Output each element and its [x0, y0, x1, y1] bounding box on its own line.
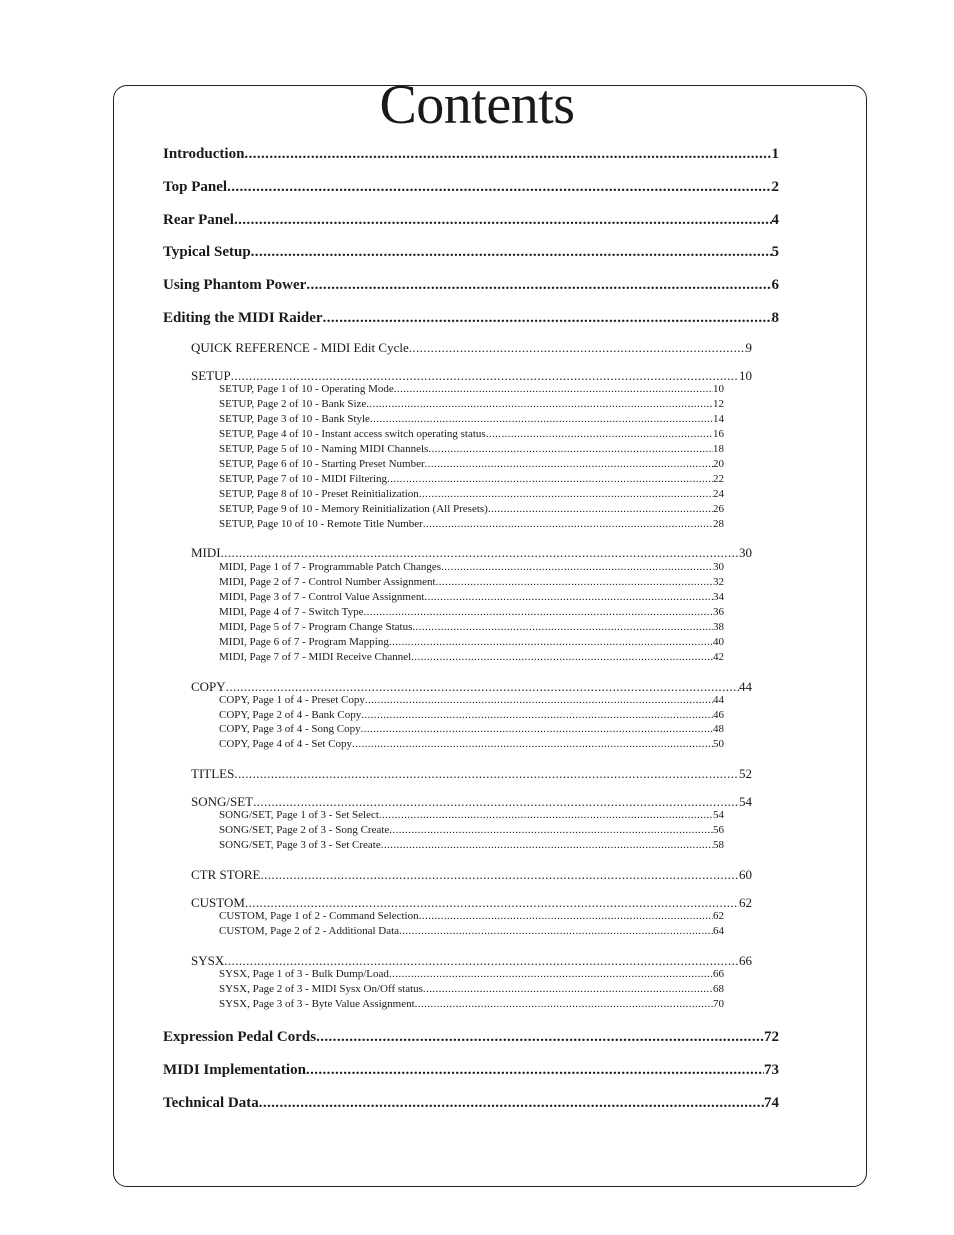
leader-dots: [363, 606, 713, 618]
toc-entry-title: CTR STORE: [191, 867, 261, 882]
leader-dots: [412, 621, 713, 633]
toc-entry[interactable]: [219, 428, 724, 442]
leader-dots: [244, 146, 771, 163]
toc-entry-title: CUSTOM: [191, 895, 245, 910]
toc-entry-page: 58: [713, 839, 724, 851]
toc-entry-page: 44: [713, 694, 724, 706]
toc-entry-page: 62: [713, 910, 724, 922]
toc-entry[interactable]: [219, 709, 724, 723]
toc-entry-page: 4: [771, 212, 779, 228]
toc-entry-title: SETUP, Page 6 of 10 - Starting Preset Number: [219, 458, 425, 470]
toc-entry-title: COPY, Page 3 of 4 - Song Copy: [219, 723, 361, 735]
toc-entry-title: SONG/SET, Page 1 of 3 - Set Select: [219, 809, 379, 821]
toc-entry[interactable]: [219, 983, 724, 997]
toc-entry-title: MIDI, Page 1 of 7 - Programmable Patch Changes: [219, 561, 442, 573]
toc-entry-title: CUSTOM, Page 2 of 2 - Additional Data: [219, 925, 400, 937]
leader-dots: [419, 910, 713, 922]
toc-entry[interactable]: [219, 809, 724, 823]
toc-entry-page: 32: [713, 576, 724, 588]
toc-entry-title: QUICK REFERENCE - MIDI Edit Cycle: [191, 340, 409, 355]
toc-entry-page: 5: [771, 244, 779, 260]
toc-entry-page: 64: [713, 925, 724, 937]
toc-entry-title: TITLES: [191, 766, 235, 781]
leader-dots: [365, 694, 713, 706]
toc-entry[interactable]: [191, 794, 752, 810]
toc-entry-title: Expression Pedal Cords: [163, 1029, 317, 1045]
toc-entry-page: 34: [713, 591, 724, 603]
toc-entry[interactable]: [163, 277, 779, 295]
toc-entry-page: 42: [713, 651, 724, 663]
leader-dots: [253, 794, 739, 810]
leader-dots: [409, 340, 746, 356]
toc-entry-page: 54: [739, 794, 752, 809]
toc-entry-title: SETUP, Page 2 of 10 - Bank Size: [219, 398, 367, 410]
toc-entry-title: Using Phantom Power: [163, 277, 307, 293]
toc-entry-title: SONG/SET, Page 3 of 3 - Set Create: [219, 839, 381, 851]
toc-entry-page: 22: [713, 473, 724, 485]
toc-entry[interactable]: [163, 1095, 779, 1113]
toc-entry-title: MIDI, Page 6 of 7 - Program Mapping: [219, 636, 389, 648]
toc-entry-title: SETUP, Page 3 of 10 - Bank Style: [219, 413, 370, 425]
leader-dots: [379, 809, 713, 821]
toc-entry-page: 52: [739, 766, 752, 781]
leader-dots: [306, 1062, 764, 1079]
leader-dots: [488, 503, 713, 515]
toc-entry[interactable]: [219, 925, 724, 939]
toc-entry-page: 36: [713, 606, 724, 618]
toc-entry-page: 16: [713, 428, 724, 440]
toc-entry[interactable]: [163, 1062, 779, 1080]
toc-entry-page: 6: [771, 277, 779, 293]
leader-dots: [361, 723, 713, 735]
toc-entry-page: 54: [713, 809, 724, 821]
leader-dots: [387, 473, 713, 485]
toc-entry[interactable]: [163, 310, 779, 328]
toc-entry[interactable]: [163, 244, 779, 262]
leader-dots: [259, 1095, 764, 1112]
toc-entry[interactable]: [219, 910, 724, 924]
toc-entry-title: CUSTOM, Page 1 of 2 - Command Selection: [219, 910, 419, 922]
toc-entry-title: SETUP, Page 10 of 10 - Remote Title Number: [219, 518, 423, 530]
leader-dots: [425, 458, 713, 470]
toc-entry-title: Top Panel: [163, 179, 228, 195]
toc-entry-page: 56: [713, 824, 724, 836]
toc-entry[interactable]: [219, 488, 724, 502]
toc-entry-page: 9: [745, 340, 752, 355]
leader-dots: [419, 488, 713, 500]
toc-entry-page: 44: [739, 679, 752, 694]
leader-dots: [260, 867, 739, 883]
toc-entry-title: SYSX, Page 1 of 3 - Bulk Dump/Load: [219, 968, 389, 980]
toc-entry-page: 48: [713, 723, 724, 735]
leader-dots: [428, 443, 713, 455]
toc-entry[interactable]: [219, 824, 724, 838]
toc-entry[interactable]: [219, 694, 724, 708]
toc-entry-page: 50: [713, 738, 724, 750]
toc-entry[interactable]: [163, 146, 779, 164]
toc-entry[interactable]: [191, 679, 752, 695]
toc-entry-page: 66: [713, 968, 724, 980]
toc-entry[interactable]: [219, 503, 724, 517]
leader-dots: [306, 277, 771, 294]
leader-dots: [221, 545, 739, 561]
toc-entry-page: 70: [713, 998, 724, 1010]
toc-entry-title: Editing the MIDI Raider: [163, 310, 323, 326]
toc-entry-title: SETUP, Page 5 of 10 - Naming MIDI Channels: [219, 443, 429, 455]
leader-dots: [366, 398, 713, 410]
toc-entry-title: MIDI Implementation: [163, 1062, 306, 1078]
toc-entry-title: SYSX, Page 3 of 3 - Byte Value Assignment: [219, 998, 415, 1010]
toc-entry[interactable]: [219, 458, 724, 472]
toc-entry-title: Technical Data: [163, 1095, 259, 1111]
leader-dots: [415, 998, 713, 1010]
leader-dots: [370, 413, 713, 425]
toc-entry-title: MIDI, Page 3 of 7 - Control Value Assignment: [219, 591, 425, 603]
toc-entry-title: MIDI, Page 5 of 7 - Program Change Status: [219, 621, 413, 633]
toc-entry[interactable]: [163, 1029, 779, 1047]
leader-dots: [436, 576, 713, 588]
toc-entry-page: 68: [713, 983, 724, 995]
toc-entry-page: 74: [764, 1095, 779, 1111]
leader-dots: [361, 709, 713, 721]
toc-entry-title: COPY, Page 1 of 4 - Preset Copy: [219, 694, 365, 706]
toc-entry-title: Introduction: [163, 146, 245, 162]
toc-entry-title: MIDI, Page 4 of 7 - Switch Type: [219, 606, 364, 618]
toc-entry[interactable]: [219, 383, 724, 397]
toc-entry-title: MIDI: [191, 545, 221, 560]
leader-dots: [441, 561, 713, 573]
toc-entry-page: 26: [713, 503, 724, 515]
toc-entry-title: SYSX: [191, 953, 225, 968]
toc-entry-page: 60: [739, 867, 752, 882]
toc-entry-page: 73: [764, 1062, 779, 1078]
toc-entry[interactable]: [219, 738, 724, 752]
leader-dots: [424, 591, 713, 603]
leader-dots: [389, 968, 713, 980]
toc-entry[interactable]: [191, 766, 752, 782]
leader-dots: [399, 925, 713, 937]
toc-entry-page: 12: [713, 398, 724, 410]
toc-entry-page: 10: [739, 368, 752, 383]
toc-entry-page: 8: [771, 310, 779, 326]
toc-entry-title: SONG/SET, Page 2 of 3 - Song Create: [219, 824, 390, 836]
toc-entry-title: SYSX, Page 2 of 3 - MIDI Sysx On/Off status: [219, 983, 423, 995]
toc-entry[interactable]: [219, 839, 724, 853]
toc-entry-title: COPY: [191, 679, 226, 694]
leader-dots: [352, 738, 713, 750]
leader-dots: [394, 383, 713, 395]
toc-entry[interactable]: [219, 968, 724, 982]
leader-dots: [227, 179, 771, 196]
toc-entry-title: Rear Panel: [163, 212, 234, 228]
toc-entry-page: 24: [713, 488, 724, 500]
toc-entry-page: 46: [713, 709, 724, 721]
toc-entry-title: MIDI, Page 2 of 7 - Control Number Assignment: [219, 576, 436, 588]
toc-entry[interactable]: [219, 473, 724, 487]
toc-entry[interactable]: [191, 368, 752, 384]
leader-dots: [486, 428, 713, 440]
toc-entry[interactable]: [219, 398, 724, 412]
toc-entry[interactable]: [219, 636, 724, 650]
toc-entry-title: SETUP, Page 1 of 10 - Operating Mode: [219, 383, 394, 395]
toc-entry-title: COPY, Page 2 of 4 - Bank Copy: [219, 709, 362, 721]
leader-dots: [411, 651, 713, 663]
leader-dots: [389, 636, 713, 648]
leader-dots: [381, 839, 713, 851]
toc-entry-title: COPY, Page 4 of 4 - Set Copy: [219, 738, 353, 750]
toc-entry[interactable]: [219, 413, 724, 427]
toc-entry-page: 30: [713, 561, 724, 573]
leader-dots: [224, 953, 739, 969]
toc-entry-page: 28: [713, 518, 724, 530]
toc-entry-page: 18: [713, 443, 724, 455]
toc-entry[interactable]: [191, 545, 752, 561]
toc-entry-page: 1: [771, 146, 779, 162]
leader-dots: [226, 679, 739, 695]
toc-entry[interactable]: [163, 212, 779, 230]
toc-entry-page: 2: [771, 179, 779, 195]
toc-entry[interactable]: [219, 561, 724, 575]
toc-entry-title: MIDI, Page 7 of 7 - MIDI Receive Channel: [219, 651, 412, 663]
toc-entry-title: SETUP, Page 4 of 10 - Instant access switch operating status: [219, 428, 486, 440]
toc-entry[interactable]: [219, 723, 724, 737]
toc-entry-title: SETUP, Page 9 of 10 - Memory Reinitialization (All Presets): [219, 503, 488, 515]
leader-dots: [389, 824, 713, 836]
toc-entry[interactable]: [219, 606, 724, 620]
toc-entry-page: 66: [739, 953, 752, 968]
toc-entry[interactable]: [191, 867, 752, 883]
leader-dots: [323, 310, 772, 327]
toc-entry[interactable]: [219, 621, 724, 635]
toc-entry-page: 30: [739, 545, 752, 560]
toc-entry[interactable]: [163, 179, 779, 197]
toc-entry-title: SONG/SET: [191, 794, 254, 809]
toc-entry-page: 38: [713, 621, 724, 633]
leader-dots: [245, 895, 739, 911]
leader-dots: [423, 518, 713, 530]
toc-entry-title: SETUP, Page 8 of 10 - Preset Reinitialization: [219, 488, 419, 500]
leader-dots: [234, 766, 739, 782]
toc-entry[interactable]: [191, 953, 752, 969]
toc-entry[interactable]: [219, 591, 724, 605]
toc-entry-page: 20: [713, 458, 724, 470]
leader-dots: [316, 1029, 764, 1046]
toc-entry[interactable]: [219, 518, 724, 532]
toc-entry-title: SETUP: [191, 368, 231, 383]
toc-entry[interactable]: [191, 895, 752, 911]
leader-dots: [234, 212, 772, 229]
toc-entry-page: 40: [713, 636, 724, 648]
toc-entry[interactable]: [191, 340, 752, 356]
leader-dots: [231, 368, 739, 384]
toc-entry-title: Typical Setup: [163, 244, 251, 260]
toc-entry-page: 14: [713, 413, 724, 425]
toc-entry-page: 72: [764, 1029, 779, 1045]
toc-entry[interactable]: [219, 998, 724, 1012]
toc-entry-title: SETUP, Page 7 of 10 - MIDI Filtering: [219, 473, 388, 485]
page-title: Contents: [379, 74, 575, 136]
toc-entry[interactable]: [219, 576, 724, 590]
toc-entry[interactable]: [219, 443, 724, 457]
leader-dots: [251, 244, 772, 261]
leader-dots: [423, 983, 713, 995]
toc-entry[interactable]: [219, 651, 724, 665]
toc-entry-page: 10: [713, 383, 724, 395]
toc-entry-page: 62: [739, 895, 752, 910]
